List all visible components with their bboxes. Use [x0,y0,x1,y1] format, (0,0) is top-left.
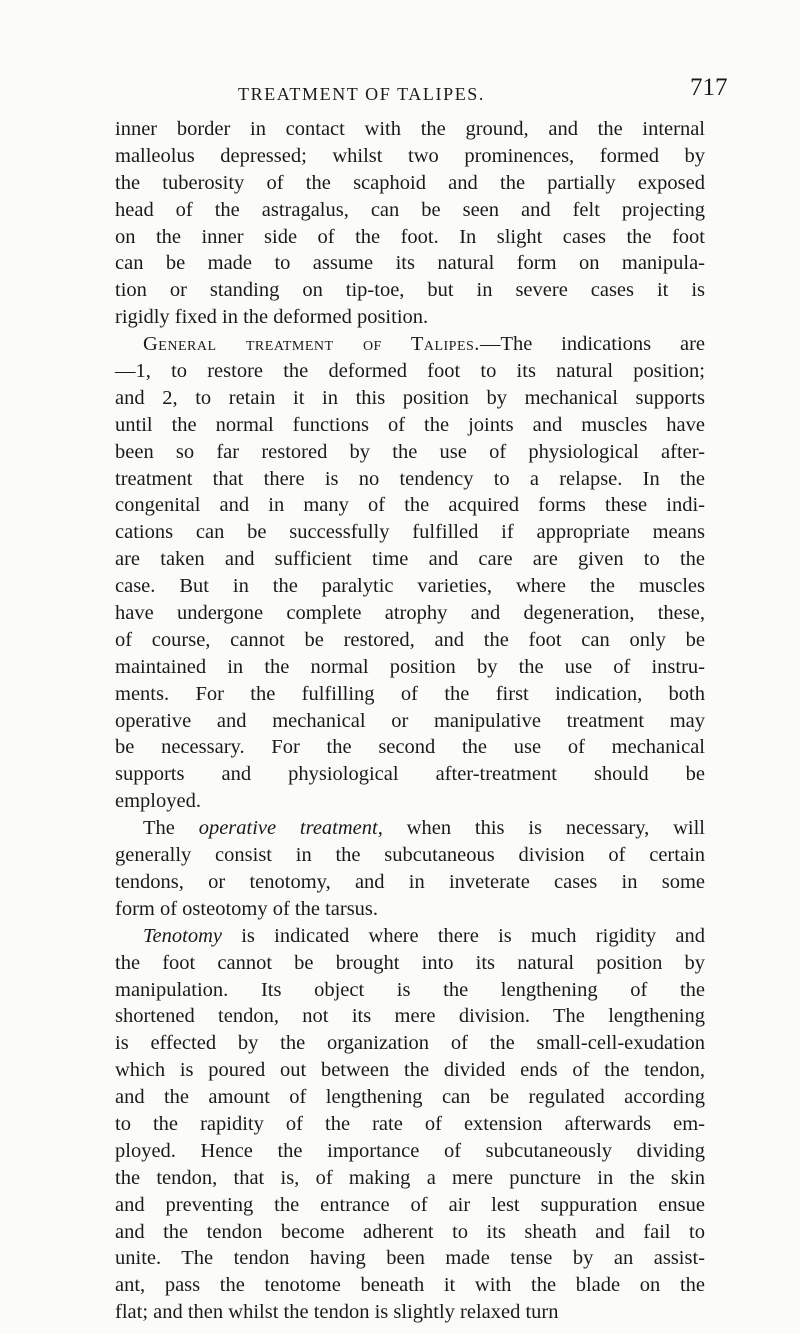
line-text: and the amount of lengthening can be regulated according [115,1086,705,1109]
line-text: rigidly fixed in the deformed position. [115,306,429,329]
text-line [115,466,705,493]
line-text: the tuberosity of the scaphoid and the partially exposed [115,171,705,194]
line-text: flat; and then whilst the tendon is slightly relaxed turn [115,1301,559,1324]
body-text [115,116,705,1326]
line-text: —The indications are [479,333,706,356]
line-text: ployed. Hence the importance of subcutaneously dividing [115,1139,705,1162]
text-line [115,573,705,600]
line-text: supports and physiological after-treatment should be [115,763,705,786]
line-text: case. But in the paralytic varieties, where the muscles [115,575,705,598]
page-number: 717 [690,74,728,101]
line-text: been so far restored by the use of physiological after- [115,440,705,463]
line-text: be necessary. For the second the use of mechanical [115,736,705,759]
line-text: generally consist in the subcutaneous division of certain [115,844,705,867]
text-line [115,1111,705,1138]
line-text: until the normal functions of the joints and muscles have [115,413,705,436]
line-text: and preventing the entrance of air lest suppuration ensue [115,1193,705,1216]
text-line [115,492,705,519]
line-text: of course, cannot be restored, and the foot can only be [115,628,705,651]
text-line [115,1245,705,1272]
line-text: unite. The tendon having been made tense by an assist- [115,1247,705,1270]
text-line [115,224,705,251]
line-text: inner border in contact with the ground, and the internal [115,118,705,140]
line-text: —1, to restore the deformed foot to its natural position; [115,360,705,383]
text-line [115,1192,705,1219]
text-line [115,815,705,842]
text-line [115,842,705,869]
line-text: treatment that there is no tendency to a relapse. In the [115,467,705,490]
line-text: and 2, to retain it in this position by mechanical supports [115,386,705,409]
line-text: employed. [115,790,201,813]
line-text: cations can be successfully fulfilled if appropriate means [115,521,705,544]
text-line [115,1165,705,1192]
text-line [115,1272,705,1299]
text-line [115,143,705,170]
line-text: maintained in the normal position by the use of instru- [115,655,705,678]
text-line [115,1003,705,1030]
text-line [115,170,705,197]
line-text: to the rapidity of the rate of extension afterwards em- [115,1112,705,1135]
section-heading: General treatment of Talipes. [143,333,480,356]
text-line [115,1084,705,1111]
text-line [115,950,705,977]
line-text: The [143,817,199,840]
line-text: tendons, or tenotomy, and in inveterate cases in some [115,870,705,893]
line-text: congenital and in many of the acquired forms these indi- [115,494,705,517]
text-line [115,412,705,439]
line-text: is indicated where there is much rigidity and [221,924,705,947]
text-line [115,277,705,304]
text-line [115,1057,705,1084]
line-text: operative and mechanical or manipulative treatment may [115,709,705,732]
line-text: have undergone complete atrophy and degeneration, these, [115,602,705,625]
text-line [115,788,705,815]
text-line [115,654,705,681]
text-line [115,1299,705,1326]
line-text: form of osteotomy of the tarsus. [115,897,379,920]
text-line [115,869,705,896]
line-text: on the inner side of the foot. In slight cases the foot [115,225,705,248]
text-line [115,304,705,331]
text-line [115,734,705,761]
text-line [115,197,705,224]
text-line [115,519,705,546]
line-text: when this is necessary, will [382,817,705,840]
line-text: can be made to assume its natural form on manipula- [115,252,705,275]
text-line [115,331,705,358]
italic-term: operative treatment, [198,817,383,840]
page-header [0,74,800,114]
line-text: malleolus depressed; whilst two prominences, formed by [115,144,705,167]
text-line [115,358,705,385]
text-line [115,923,705,950]
text-line [115,708,705,735]
line-text: tion or standing on tip-toe, but in severe cases it is [115,279,705,302]
text-line [115,1138,705,1165]
text-line [115,627,705,654]
text-line [115,116,705,143]
line-text: are taken and sufficient time and care are given to the [115,548,705,571]
italic-term: Tenotomy [143,924,222,947]
running-head: TREATMENT OF TALIPES. [238,84,486,104]
line-text: ments. For the fulfilling of the first indication, both [115,682,705,705]
line-text: the foot cannot be brought into its natural position by [115,951,705,974]
line-text: head of the astragalus, can be seen and felt projecting [115,198,705,221]
line-text: shortened tendon, not its mere division. The lengthening [115,1005,705,1028]
text-line [115,1030,705,1057]
text-line [115,896,705,923]
text-line [115,250,705,277]
text-line [115,681,705,708]
text-line [115,761,705,788]
line-text: which is poured out between the divided ends of the tendon, [115,1059,705,1082]
line-text: manipulation. Its object is the lengthening of the [115,978,705,1001]
text-line [115,977,705,1004]
text-line [115,439,705,466]
text-line [115,600,705,627]
line-text: ant, pass the tenotome beneath it with the blade on the [115,1274,705,1297]
text-line [115,385,705,412]
line-text: is effected by the organization of the small-cell-exudation [115,1032,705,1055]
line-text: the tendon, that is, of making a mere puncture in the skin [115,1166,705,1189]
line-text: and the tendon become adherent to its sheath and fail to [115,1220,705,1243]
text-line [115,1219,705,1246]
text-line [115,546,705,573]
